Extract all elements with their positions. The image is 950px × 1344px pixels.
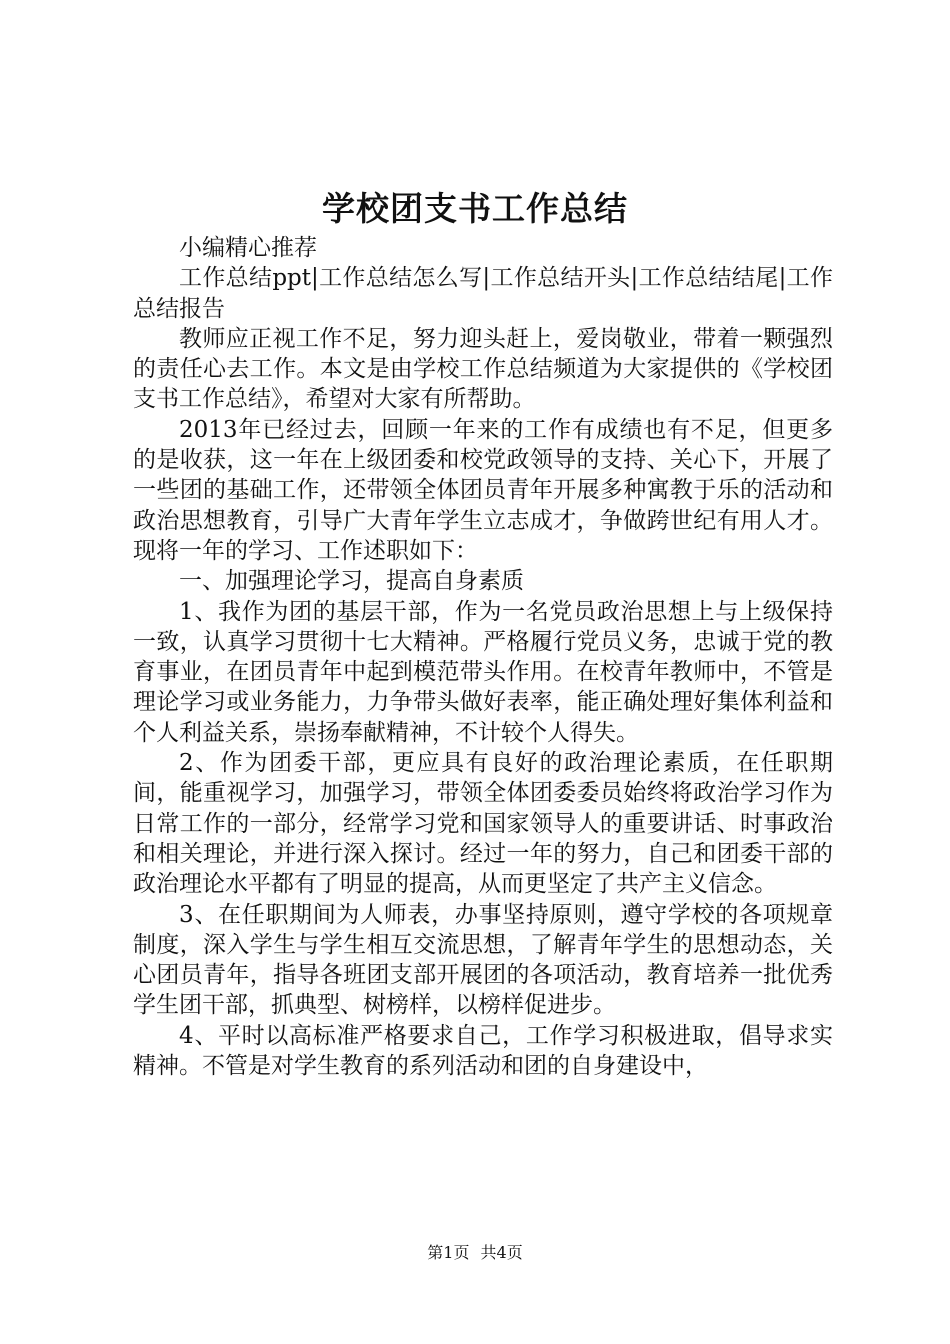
paragraph-item-2: 2、作为团委干部，更应具有良好的政治理论素质，在任职期间，能重视学习，加强学习，带领全体团委委员始终将政治学习作为日常工作的一部分，经常学习党和国家领导人的重要讲话、时事政治和相关理论，并进行深入探讨。经过一年的努力，自己和团委干部的政治理论水平都有了明显的提高，从而更坚定了共产主义信念。 bbox=[133, 750, 833, 898]
document-body bbox=[133, 233, 833, 1081]
document-title: 学校团支书工作总结 bbox=[322, 189, 628, 228]
paragraph-links: 工作总结ppt|工作总结怎么写|工作总结开头|工作总结结尾|工作总结报告 bbox=[133, 265, 833, 322]
paragraph-item-4: 4、平时以高标准严格要求自己，工作学习积极进取，倡导求实精神。不管是对学生教育的系列活动和团的自身建设中， bbox=[133, 1022, 833, 1080]
page-total: 共4页 bbox=[480, 1243, 523, 1262]
paragraph-item-1: 1、我作为团的基层干部，作为一名党员政治思想上与上级保持一致，认真学习贯彻十七大精神。严格履行党员义务，忠诚于党的教育事业，在团员青年中起到模范带头作用。在校青年教师中，不管是理论学习或业务能力，力争带头做好表率，能正确处理好集体利益和个人利益关系，崇扬奉献精神，不计较个人得失。 bbox=[133, 598, 833, 746]
paragraph-recommend: 小编精心推荐 bbox=[179, 235, 317, 261]
page-footer bbox=[0, 1241, 950, 1265]
section-heading-1: 一、加强理论学习，提高自身素质 bbox=[179, 568, 524, 595]
paragraph-intro: 教师应正视工作不足，努力迎头赶上，爱岗敬业，带着一颗强烈的责任心去工作。本文是由学校工作总结频道为大家提供的《学校团支书工作总结》，希望对大家有所帮助。 bbox=[133, 325, 833, 413]
paragraph-review: 2013年已经过去，回顾一年来的工作有成绩也有不足，但更多的是收获，这一年在上级团委和校党政领导的支持、关心下，开展了一些团的基础工作，还带领全体团员青年开展多种寓教于乐的活动和政治思想教育，引导广大青年学生立志成才，争做跨世纪有用人才。现将一年的学习、工作述职如下： bbox=[133, 416, 833, 564]
paragraph-item-3: 3、在任职期间为人师表，办事坚持原则，遵守学校的各项规章制度，深入学生与学生相互交流思想，了解青年学生的思想动态，关心团员青年，指导各班团支部开展团的各项活动，教育培养一批优秀学生团干部，抓典型、树榜样，以榜样促进步。 bbox=[133, 901, 833, 1019]
page-number: 第1页 bbox=[427, 1243, 470, 1262]
